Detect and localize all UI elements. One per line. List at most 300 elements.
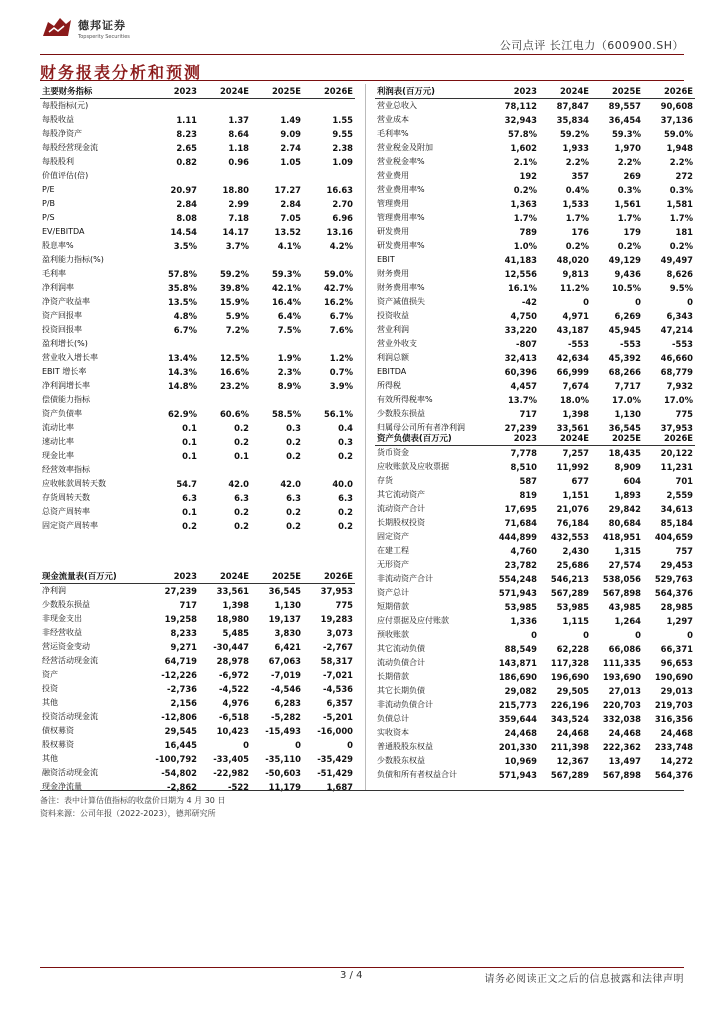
value-cell xyxy=(251,393,303,407)
value-cell: 2,559 xyxy=(666,490,693,500)
value-cell: 96,653 xyxy=(660,658,693,668)
value-cell: 15.9% xyxy=(219,297,249,307)
table-header-row xyxy=(375,431,695,446)
table-row xyxy=(40,365,355,379)
value-cell: -4,536 xyxy=(323,684,353,694)
value-cell: -100,792 xyxy=(155,754,197,764)
table-row xyxy=(375,295,695,309)
value-cell: 7,778 xyxy=(510,448,537,458)
value-cell: 13.4% xyxy=(167,353,197,363)
row-label-cell: 利润总额 xyxy=(377,353,409,362)
row-label-cell: 价值评估(倍) xyxy=(42,171,89,180)
value-cell: 14.17 xyxy=(222,227,249,237)
value-cell: 40.0 xyxy=(332,479,353,489)
value-cell: 1,933 xyxy=(562,143,589,153)
table-row xyxy=(40,351,355,365)
row-label-cell: P/E xyxy=(42,185,55,194)
value-cell xyxy=(147,547,199,561)
value-cell: 6,343 xyxy=(666,311,693,321)
value-cell: 219,703 xyxy=(654,700,693,710)
value-cell: 179 xyxy=(623,227,641,237)
table-row xyxy=(375,446,695,461)
row-label-cell: 速动比率 xyxy=(42,437,74,446)
value-cell: 587 xyxy=(519,476,537,486)
table-row xyxy=(375,684,695,698)
value-cell: 16.1% xyxy=(507,283,537,293)
value-cell: 3,073 xyxy=(326,628,353,638)
row-label-cell: 非流动资产合计 xyxy=(377,574,433,583)
value-cell: 19,137 xyxy=(268,614,301,624)
value-cell: 9,271 xyxy=(170,642,197,652)
row-label-cell: 固定资产 xyxy=(377,532,409,541)
value-cell: 18.0% xyxy=(559,395,589,405)
table-row xyxy=(40,183,355,197)
value-cell: 0.2 xyxy=(338,521,353,531)
value-cell: 16.4% xyxy=(271,297,301,307)
value-cell: 17,695 xyxy=(504,504,537,514)
section-divider xyxy=(40,80,684,81)
value-cell xyxy=(303,533,355,547)
row-label-cell: 净利润率 xyxy=(42,283,74,292)
table-row xyxy=(40,239,355,253)
value-cell: 36,454 xyxy=(608,115,641,125)
value-cell: 3.7% xyxy=(225,241,249,251)
table-row xyxy=(40,225,355,239)
value-cell: 1,602 xyxy=(510,143,537,153)
table-row xyxy=(40,640,355,654)
value-cell: 1,398 xyxy=(222,600,249,610)
value-cell xyxy=(147,533,199,547)
value-cell: 1.7% xyxy=(669,213,693,223)
value-cell: 1,398 xyxy=(562,409,589,419)
row-label-cell: 固定资产周转率 xyxy=(42,521,98,530)
table-row xyxy=(375,393,695,407)
table-row xyxy=(40,682,355,696)
notes-block xyxy=(40,794,225,820)
row-label-cell: 每股净资产 xyxy=(42,129,82,138)
value-cell: 0 xyxy=(687,297,693,307)
table-row xyxy=(375,169,695,183)
value-cell: -5,282 xyxy=(271,712,301,722)
value-cell: 7.6% xyxy=(329,325,353,335)
value-cell: 14.3% xyxy=(167,367,197,377)
table-row xyxy=(40,752,355,766)
value-cell: 53,985 xyxy=(556,602,589,612)
value-cell: 0.2 xyxy=(234,521,249,531)
year-header-cell: 2024E xyxy=(539,431,591,446)
value-cell: 59.2% xyxy=(219,269,249,279)
value-cell: 5,485 xyxy=(222,628,249,638)
value-cell: 20.97 xyxy=(170,185,197,195)
value-cell: 12,367 xyxy=(556,756,589,766)
value-cell: 17.27 xyxy=(274,185,301,195)
main-financial-indicators-table xyxy=(40,84,355,561)
value-cell xyxy=(199,533,251,547)
value-cell: 87,847 xyxy=(556,101,589,111)
value-cell: 16.6% xyxy=(219,367,249,377)
value-cell: 29,545 xyxy=(164,726,197,736)
row-label-cell: 非现金支出 xyxy=(42,614,82,623)
value-cell: 64,719 xyxy=(164,656,197,666)
row-label-cell: 投资回报率 xyxy=(42,325,82,334)
value-cell: 85,184 xyxy=(660,518,693,528)
row-label-cell: 净资产收益率 xyxy=(42,297,90,306)
value-cell: 1.2% xyxy=(329,353,353,363)
value-cell: 2.70 xyxy=(332,199,353,209)
value-cell: 6.3 xyxy=(338,493,353,503)
value-cell: 7.5% xyxy=(277,325,301,335)
value-cell: 1.7% xyxy=(565,213,589,223)
value-cell: 571,943 xyxy=(498,770,537,780)
value-cell: 4.8% xyxy=(173,311,197,321)
value-cell xyxy=(303,337,355,351)
footer-divider xyxy=(40,967,684,968)
row-label-cell: 营业利润 xyxy=(377,325,409,334)
value-cell: 49,129 xyxy=(608,255,641,265)
row-label-cell: 非流动负债合计 xyxy=(377,700,433,709)
value-cell: 42.0 xyxy=(280,479,301,489)
value-cell: 36,545 xyxy=(608,423,641,433)
year-header-cell: 2025E xyxy=(591,84,643,99)
value-cell: 13.52 xyxy=(274,227,301,237)
note-line-2: 资料来源：公司年报（2022-2023），德邦研究所 xyxy=(40,809,216,818)
value-cell: 1,561 xyxy=(614,199,641,209)
value-cell: 66,371 xyxy=(660,644,693,654)
value-cell: 0.2 xyxy=(286,451,301,461)
value-cell: 66,999 xyxy=(556,367,589,377)
value-cell: 13.7% xyxy=(507,395,537,405)
value-cell: 17.0% xyxy=(611,395,641,405)
table-row xyxy=(40,407,355,421)
value-cell: 0.2 xyxy=(286,521,301,531)
value-cell: 404,659 xyxy=(654,532,693,542)
value-cell: 4.1% xyxy=(277,241,301,251)
year-header-cell: 2024E xyxy=(539,84,591,99)
value-cell: 0.1 xyxy=(234,451,249,461)
table-row xyxy=(40,766,355,780)
table-row xyxy=(40,211,355,225)
value-cell: 176 xyxy=(571,227,589,237)
row-label-cell: 总资产周转率 xyxy=(42,507,90,516)
value-cell: 0.82 xyxy=(176,157,197,167)
value-cell: 25,686 xyxy=(556,560,589,570)
row-label-cell: 在建工程 xyxy=(377,546,409,555)
row-label-cell: 财务费用率% xyxy=(377,283,425,292)
table-row xyxy=(40,197,355,211)
value-cell: 29,842 xyxy=(608,504,641,514)
value-cell: 0.2 xyxy=(182,521,197,531)
row-label-cell: 研发费用 xyxy=(377,227,409,236)
value-cell: 220,703 xyxy=(602,700,641,710)
table-row xyxy=(375,586,695,600)
value-cell: 27,239 xyxy=(164,586,197,596)
value-cell: 4,750 xyxy=(510,311,537,321)
value-cell: -553 xyxy=(568,339,589,349)
value-cell: 8,233 xyxy=(170,628,197,638)
value-cell: 78,112 xyxy=(504,101,537,111)
row-label-cell xyxy=(40,533,147,547)
value-cell xyxy=(251,169,303,183)
table-row xyxy=(40,295,355,309)
value-cell: 211,398 xyxy=(550,742,589,752)
value-cell: 45,392 xyxy=(608,353,641,363)
value-cell: 272 xyxy=(675,171,693,181)
table-row xyxy=(375,323,695,337)
value-cell: 6,283 xyxy=(274,698,301,708)
table-row xyxy=(375,656,695,670)
table-row xyxy=(375,253,695,267)
table-row xyxy=(375,670,695,684)
row-label-cell: 债权募资 xyxy=(42,726,74,735)
value-cell: 13,497 xyxy=(608,756,641,766)
table-row xyxy=(40,113,355,127)
table-row xyxy=(40,738,355,752)
value-cell: 3.9% xyxy=(329,381,353,391)
value-cell: 359,644 xyxy=(498,714,537,724)
year-header-cell: 2026E xyxy=(303,569,355,584)
value-cell xyxy=(147,169,199,183)
row-label-cell: 毛利率% xyxy=(377,129,409,138)
value-cell xyxy=(199,99,251,114)
value-cell: 1,687 xyxy=(326,782,353,792)
row-label-cell: 归属母公司所有者净利润 xyxy=(377,423,465,432)
value-cell: 343,524 xyxy=(550,714,589,724)
table-row xyxy=(375,544,695,558)
table-row xyxy=(40,281,355,295)
value-cell: 48,020 xyxy=(556,255,589,265)
table-row xyxy=(40,505,355,519)
table-header-row xyxy=(375,84,695,99)
year-header-cell: 2026E xyxy=(643,431,695,446)
value-cell: 1.05 xyxy=(280,157,301,167)
table-row xyxy=(375,698,695,712)
value-cell xyxy=(147,99,199,114)
table-row xyxy=(40,519,355,533)
value-cell: 23.2% xyxy=(219,381,249,391)
row-label-cell: 资产负债率 xyxy=(42,409,82,418)
value-cell: 27,013 xyxy=(608,686,641,696)
row-label-cell: 盈利增长(%) xyxy=(42,339,88,348)
table-row xyxy=(375,642,695,656)
value-cell: 9.55 xyxy=(332,129,353,139)
row-label-cell: 每股股利 xyxy=(42,157,74,166)
value-cell: 27,574 xyxy=(608,560,641,570)
table-row xyxy=(375,155,695,169)
value-cell: 12,556 xyxy=(504,269,537,279)
table-row xyxy=(40,710,355,724)
value-cell: 57.8% xyxy=(507,129,537,139)
value-cell: 6.4% xyxy=(277,311,301,321)
row-label-cell: 每股指标(元) xyxy=(42,101,89,110)
value-cell: 19,258 xyxy=(164,614,197,624)
value-cell: 54.7 xyxy=(176,479,197,489)
value-cell: 2.2% xyxy=(617,157,641,167)
row-label-cell: EV/EBITDA xyxy=(42,227,85,236)
value-cell: 1,297 xyxy=(666,616,693,626)
value-cell: 1.0% xyxy=(513,241,537,251)
year-header-cell: 2025E xyxy=(591,431,643,446)
year-header-cell: 2025E xyxy=(251,84,303,99)
value-cell: 20,122 xyxy=(660,448,693,458)
value-cell: -33,405 xyxy=(213,754,249,764)
tables-bottom-rule xyxy=(40,790,684,791)
value-cell: 60.6% xyxy=(219,409,249,419)
value-cell xyxy=(147,337,199,351)
value-cell: -5,201 xyxy=(323,712,353,722)
value-cell: 9.5% xyxy=(669,283,693,293)
value-cell: 1,130 xyxy=(274,600,301,610)
value-cell: 47,214 xyxy=(660,325,693,335)
value-cell: 7.2% xyxy=(225,325,249,335)
table-row xyxy=(40,612,355,626)
row-label-cell: 管理费用率% xyxy=(377,213,425,222)
value-cell: -16,000 xyxy=(317,726,353,736)
value-cell xyxy=(199,463,251,477)
value-cell xyxy=(251,463,303,477)
logo-chinese-name: 德邦证券 xyxy=(78,18,126,32)
value-cell: 0 xyxy=(295,740,301,750)
value-cell: 2,430 xyxy=(562,546,589,556)
row-label-cell: 毛利率 xyxy=(42,269,66,278)
value-cell: 68,266 xyxy=(608,367,641,377)
value-cell: 604 xyxy=(623,476,641,486)
value-cell: 0.2 xyxy=(338,507,353,517)
value-cell: 7,717 xyxy=(614,381,641,391)
row-label-cell: 存货 xyxy=(377,476,393,485)
year-header-cell: 2026E xyxy=(303,84,355,99)
value-cell: 0 xyxy=(243,740,249,750)
value-cell: 7,257 xyxy=(562,448,589,458)
value-cell: 42,634 xyxy=(556,353,589,363)
value-cell: 49,497 xyxy=(660,255,693,265)
value-cell: 0 xyxy=(583,630,589,640)
value-cell: 0 xyxy=(635,630,641,640)
row-label-cell: 营业总收入 xyxy=(377,101,417,110)
table-row xyxy=(40,491,355,505)
row-label-cell: 流动比率 xyxy=(42,423,74,432)
value-cell: 43,187 xyxy=(556,325,589,335)
value-cell: 1,315 xyxy=(614,546,641,556)
row-label-cell: 其他 xyxy=(42,754,58,763)
value-cell: 3.5% xyxy=(173,241,197,251)
value-cell: 59.0% xyxy=(663,129,693,139)
value-cell: 59.0% xyxy=(323,269,353,279)
year-header-cell: 2023 xyxy=(487,84,539,99)
row-label-cell: 资产总计 xyxy=(377,588,409,597)
value-cell: 16.63 xyxy=(326,185,353,195)
balance-sheet-table xyxy=(375,431,695,782)
row-label-cell: 非经营收益 xyxy=(42,628,82,637)
value-cell: 1,948 xyxy=(666,143,693,153)
table-row xyxy=(40,435,355,449)
value-cell: 0.2 xyxy=(234,437,249,447)
table-row xyxy=(375,558,695,572)
value-cell: -2,767 xyxy=(323,642,353,652)
value-cell: 111,335 xyxy=(602,658,641,668)
value-cell: 62.9% xyxy=(167,409,197,419)
value-cell: 5.9% xyxy=(225,311,249,321)
row-label-cell: 营业费用 xyxy=(377,171,409,180)
value-cell: 6.7% xyxy=(173,325,197,335)
value-cell xyxy=(147,463,199,477)
row-label-cell: 现金净流量 xyxy=(42,782,82,791)
value-cell xyxy=(303,169,355,183)
row-label-cell: 营业收入增长率 xyxy=(42,353,98,362)
value-cell: 11,992 xyxy=(556,462,589,472)
row-label-cell: P/S xyxy=(42,213,55,222)
value-cell: 60,396 xyxy=(504,367,537,377)
value-cell: 29,013 xyxy=(660,686,693,696)
value-cell: 193,690 xyxy=(602,672,641,682)
value-cell: -4,522 xyxy=(219,684,249,694)
row-label-cell: 普通股股东权益 xyxy=(377,742,433,751)
value-cell: 32,943 xyxy=(504,115,537,125)
value-cell: 0.3 xyxy=(338,437,353,447)
table-row xyxy=(375,474,695,488)
value-cell: 6,269 xyxy=(614,311,641,321)
value-cell xyxy=(147,393,199,407)
value-cell: 59.3% xyxy=(271,269,301,279)
value-cell: 0 xyxy=(347,740,353,750)
value-cell: 0 xyxy=(583,297,589,307)
value-cell: 36,545 xyxy=(268,586,301,596)
value-cell: 33,561 xyxy=(216,586,249,596)
row-label-cell: 无形资产 xyxy=(377,560,409,569)
value-cell: 8.64 xyxy=(228,129,249,139)
table-row xyxy=(40,169,355,183)
row-label-cell: 每股收益 xyxy=(42,115,74,124)
value-cell: -42 xyxy=(521,297,537,307)
value-cell: 11,179 xyxy=(268,782,301,792)
value-cell: 567,289 xyxy=(550,770,589,780)
row-label-cell: 长期股权投资 xyxy=(377,518,425,527)
table-row xyxy=(40,253,355,267)
table-title-cell: 主要财务指标 xyxy=(40,84,147,99)
value-cell: 1.11 xyxy=(176,115,197,125)
table-row xyxy=(40,267,355,281)
value-cell: 37,953 xyxy=(660,423,693,433)
value-cell: 16.2% xyxy=(323,297,353,307)
row-label-cell: 货币资金 xyxy=(377,448,409,457)
footer-disclaimer: 请务必阅读正文之后的信息披露和法律声明 xyxy=(484,974,684,985)
row-label-cell: 营业费用率% xyxy=(377,185,425,194)
value-cell xyxy=(303,547,355,561)
value-cell: 71,684 xyxy=(504,518,537,528)
row-label-cell: 资产 xyxy=(42,670,58,679)
value-cell: 8.08 xyxy=(176,213,197,223)
value-cell: 332,038 xyxy=(602,714,641,724)
value-cell: 418,951 xyxy=(602,532,641,542)
value-cell: 66,086 xyxy=(608,644,641,654)
row-label-cell: 股权募资 xyxy=(42,740,74,749)
table-row xyxy=(375,183,695,197)
value-cell: 9.09 xyxy=(280,129,301,139)
value-cell: 0.1 xyxy=(182,437,197,447)
value-cell: 2.3% xyxy=(277,367,301,377)
value-cell: 0.2% xyxy=(565,241,589,251)
year-header-cell: 2023 xyxy=(487,431,539,446)
value-cell xyxy=(199,337,251,351)
value-cell xyxy=(251,253,303,267)
table-header-row xyxy=(40,84,355,99)
table-row xyxy=(375,726,695,740)
value-cell: 18.80 xyxy=(222,185,249,195)
row-label-cell: 流动资产合计 xyxy=(377,504,425,513)
value-cell: 1,336 xyxy=(510,616,537,626)
value-cell: 41,183 xyxy=(504,255,537,265)
year-header-cell: 2023 xyxy=(147,569,199,584)
value-cell: 571,943 xyxy=(498,588,537,598)
